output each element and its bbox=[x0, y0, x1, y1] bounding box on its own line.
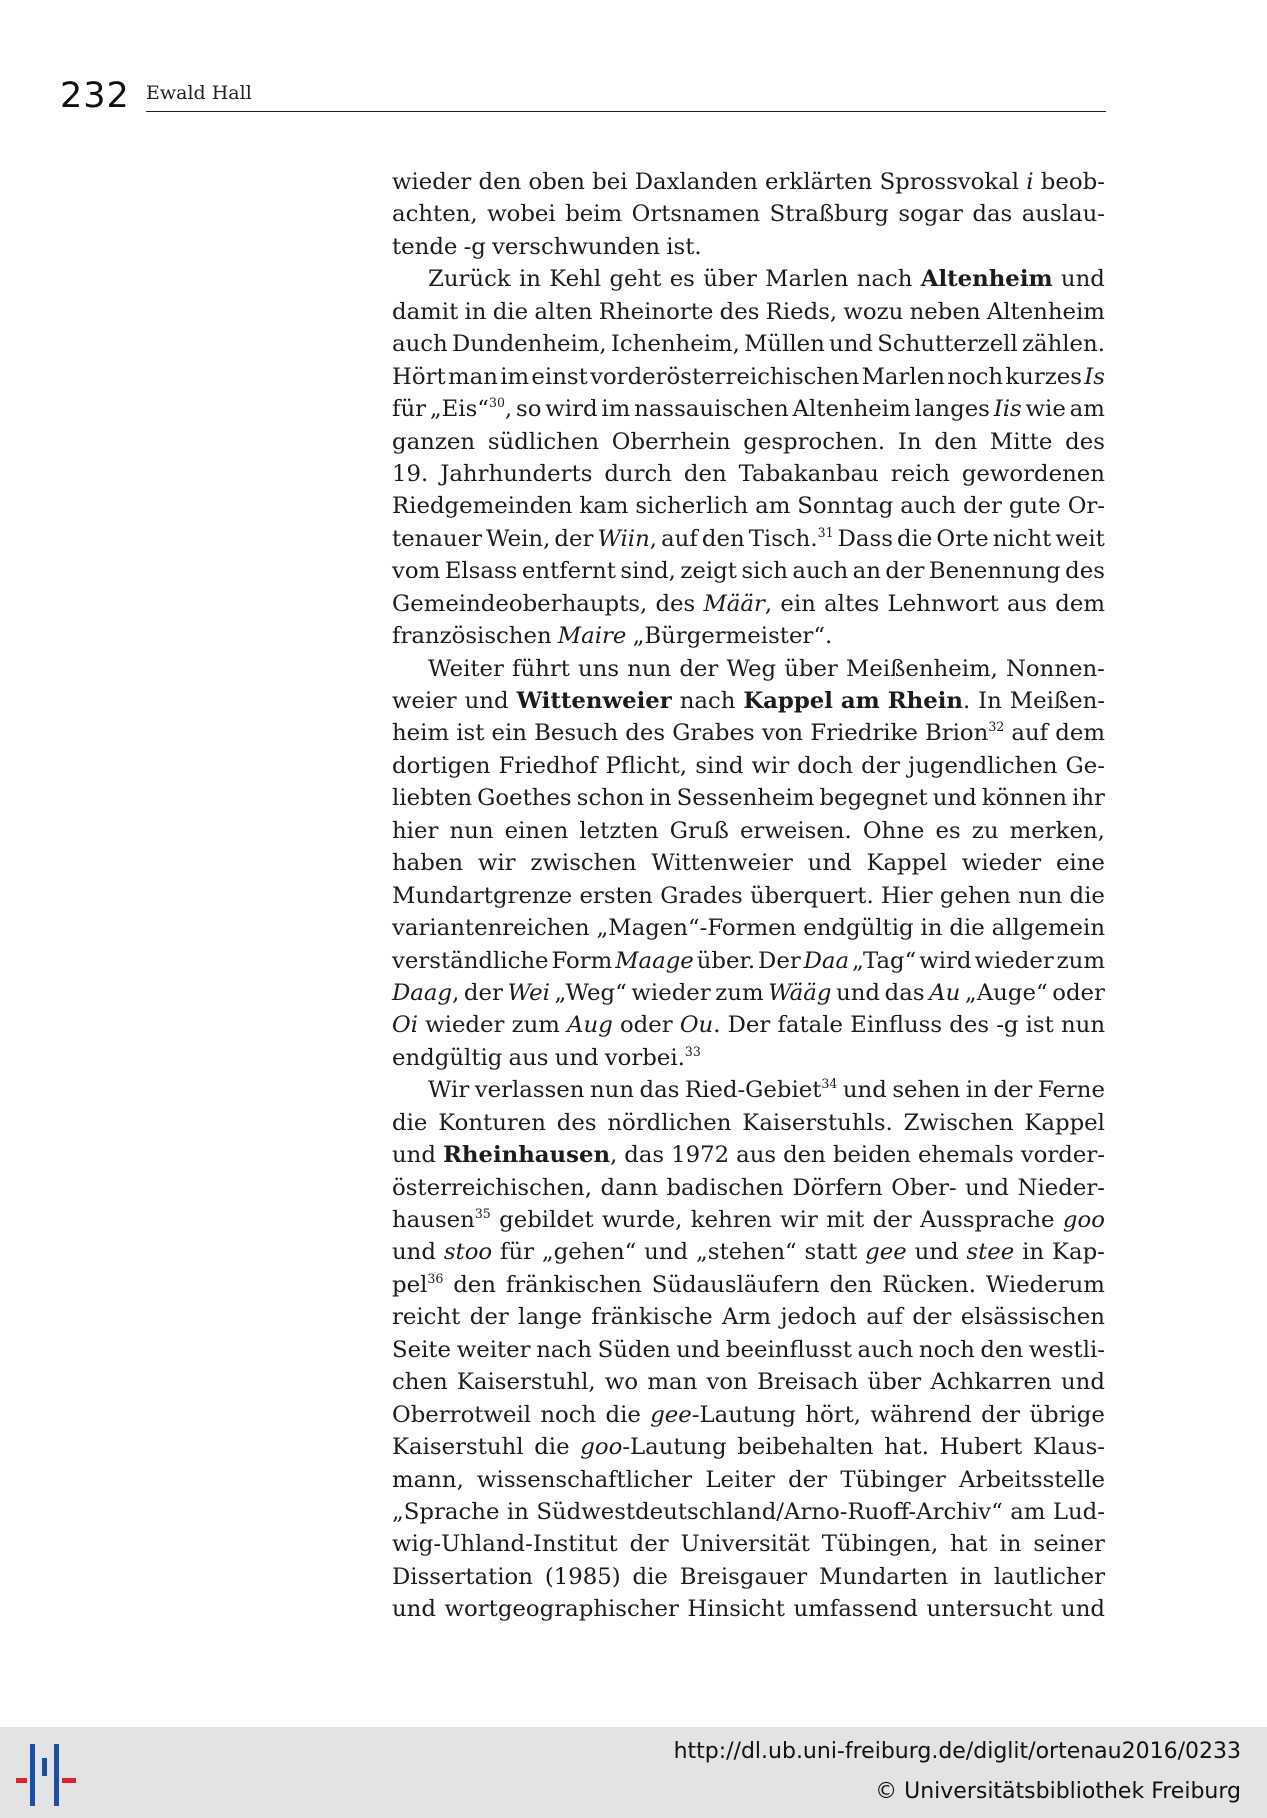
copyright-notice: © Universitätsbibliothek Freiburg bbox=[875, 1779, 1241, 1804]
text-line: achten, wobei beim Ortsnamen Straßburg sogar das auslau- bbox=[392, 201, 1105, 228]
text-line: Zurück in Kehl geht es über Marlen nach Altenheim und bbox=[428, 266, 1105, 293]
text-line: 19. Jahrhunderts durch den Tabakanbau reich gewordenen bbox=[392, 460, 1105, 487]
text-line: chen Kaiserstuhl, wo man von Breisach über Achkarren und bbox=[392, 1369, 1105, 1396]
text-line: verständliche Form Maage über. Der Daa „Tag“ wird wieder zum bbox=[392, 947, 1105, 974]
text-line: wig-Uhland-Institut der Universität Tübingen, hat in seiner bbox=[392, 1531, 1105, 1558]
footnote-ref-30: 30 bbox=[488, 394, 505, 410]
text-line: tende -g verschwunden ist. bbox=[392, 233, 702, 260]
body-text bbox=[392, 166, 1105, 1626]
text-line: die Konturen des nördlichen Kaiserstuhls. Zwischen Kappel bbox=[392, 1109, 1105, 1136]
text-line: und stoo für „gehen“ und „stehen“ statt gee und stee in Kap- bbox=[392, 1239, 1105, 1266]
footnote-ref-33: 33 bbox=[684, 1043, 701, 1059]
header-rule bbox=[146, 111, 1106, 112]
text-line: variantenreichen „Magen“-Formen endgültig in die allgemein bbox=[392, 915, 1105, 942]
text-line: österreichischen, dann badischen Dörfern Ober- und Nieder- bbox=[392, 1174, 1105, 1201]
text-line: tenauer Wein, der Wiin, auf den Tisch.$^{31}$ Dass die Orte nicht weit bbox=[392, 524, 1105, 552]
text-line: Oberrotweil noch die gee-Lautung hört, während der übrige bbox=[392, 1401, 1105, 1428]
text-line: und wortgeographischer Hinsicht umfassend untersucht und bbox=[392, 1596, 1105, 1623]
text-line: dortigen Friedhof Pflicht, sind wir doch der jugendlichen Ge- bbox=[392, 752, 1105, 779]
library-logo-icon bbox=[16, 1742, 80, 1806]
text-line: Kaiserstuhl die goo-Lautung beibehalten hat. Hubert Klaus- bbox=[392, 1434, 1105, 1461]
text-line: reicht der lange fränkische Arm jedoch auf der elsässischen bbox=[392, 1304, 1105, 1331]
text-line: hier nun einen letzten Gruß erweisen. Ohne es zu merken, bbox=[392, 817, 1105, 844]
text-line: pel$^{36}$ den fränkischen Südausläufern den Rücken. Wiederum bbox=[392, 1270, 1105, 1298]
footnote-ref-31: 31 bbox=[817, 524, 834, 540]
text-line: Wir verlassen nun das Ried-Gebiet$^{34}$ und sehen in der Ferne bbox=[428, 1076, 1105, 1104]
text-line: für „Eis“$^{30}$, so wird im nassauischen Altenheim langes Iis wie am bbox=[392, 394, 1105, 423]
text-line: Mundartgrenze ersten Grades überquert. Hier gehen nun die bbox=[392, 882, 1105, 909]
text-line: Hört man im einst vorderösterreichischen Marlen noch kurzes Is bbox=[392, 363, 1105, 390]
text-line: Riedgemeinden kam sicherlich am Sonntag auch der gute Or- bbox=[392, 493, 1105, 520]
running-head-author: Ewald Hall bbox=[146, 82, 252, 104]
footnote-ref-35: 35 bbox=[474, 1205, 491, 1221]
text-line: ganzen südlichen Oberrhein gesprochen. In den Mitte des bbox=[392, 428, 1105, 455]
source-url[interactable]: http://dl.ub.uni-freiburg.de/diglit/ortenau2016/0233 bbox=[673, 1739, 1241, 1764]
text-line: haben wir zwischen Wittenweier und Kappel wieder eine bbox=[392, 850, 1105, 877]
text-line: Daag, der Wei „Weg“ wieder zum Wääg und das Au „Auge“ oder bbox=[392, 979, 1105, 1006]
text-line: liebten Goethes schon in Sessenheim begegnet und können ihr bbox=[392, 785, 1105, 812]
text-line: Oi wieder zum Aug oder Ou. Der fatale Einfluss des -g ist nun bbox=[392, 1012, 1105, 1039]
text-line: wieder den oben bei Daxlanden erklärten Sprossvokal i beob- bbox=[392, 169, 1105, 195]
text-line: damit in die alten Rheinorte des Rieds, wozu neben Altenheim bbox=[392, 298, 1105, 325]
text-line: Seite weiter nach Süden und beeinflusst auch noch den westli- bbox=[392, 1336, 1105, 1363]
text-line: und Rheinhausen, das 1972 aus den beiden ehemals vorder- bbox=[392, 1142, 1105, 1169]
page-number: 232 bbox=[60, 76, 130, 116]
text-line: Weiter führt uns nun der Weg über Meißenheim, Nonnen- bbox=[428, 655, 1105, 682]
text-line: „Sprache in Südwestdeutschland/Arno-Ruoff-Archiv“ am Lud- bbox=[392, 1498, 1105, 1525]
footnote-ref-34: 34 bbox=[821, 1076, 838, 1092]
text-line: französischen Maire „Bürgermeister“. bbox=[392, 623, 833, 650]
text-line: vom Elsass entfernt sind, zeigt sich auch an der Benennung des bbox=[392, 558, 1105, 585]
footnote-ref-36: 36 bbox=[427, 1270, 444, 1286]
text-line: heim ist ein Besuch des Grabes von Friedrike Brion$^{32}$ auf dem bbox=[392, 719, 1105, 747]
text-line: Gemeindeoberhaupts, des Määr, ein altes Lehnwort aus dem bbox=[392, 590, 1105, 617]
text-line: Dissertation (1985) die Breisgauer Mundarten in lautlicher bbox=[392, 1563, 1105, 1590]
text-line: hausen$^{35}$ gebildet wurde, kehren wir mit der Aussprache goo bbox=[392, 1205, 1105, 1233]
footnote-ref-32: 32 bbox=[988, 719, 1005, 735]
text-line: weier und Wittenweier nach Kappel am Rhein. In Meißen- bbox=[392, 688, 1105, 714]
text-line: auch Dundenheim, Ichenheim, Müllen und Schutterzell zählen. bbox=[392, 331, 1105, 358]
text-line: mann, wissenschaftlicher Leiter der Tübinger Arbeitsstelle bbox=[392, 1466, 1105, 1493]
text-line: endgültig aus und vorbei.$^{33}$ bbox=[392, 1043, 701, 1071]
